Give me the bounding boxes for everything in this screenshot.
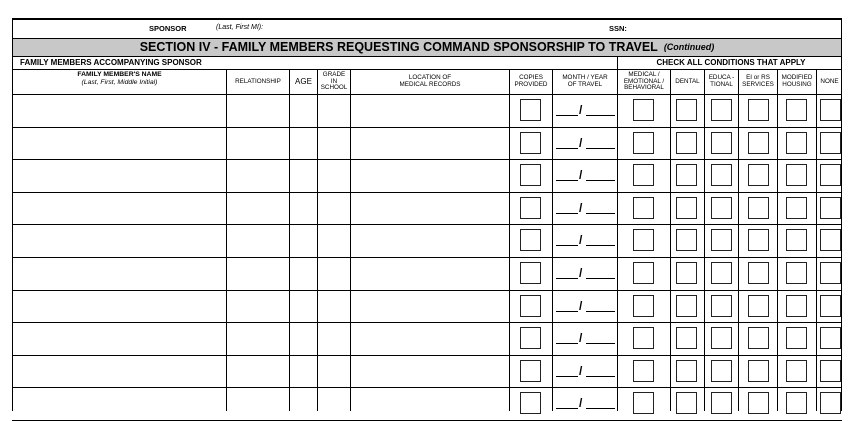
date-slash: / xyxy=(579,103,583,117)
form-top-border xyxy=(12,18,842,20)
name-field[interactable] xyxy=(13,228,225,253)
col-header-dental: DENTAL xyxy=(675,77,700,85)
grade-field[interactable] xyxy=(318,196,349,221)
age-field[interactable] xyxy=(290,131,316,156)
age-field[interactable] xyxy=(290,163,316,188)
relationship-field[interactable] xyxy=(227,131,288,156)
none-checkbox[interactable] xyxy=(820,327,841,349)
modified-housing-checkbox[interactable] xyxy=(786,132,807,154)
age-field[interactable] xyxy=(290,294,316,319)
relationship-field[interactable] xyxy=(227,326,288,351)
column-divider xyxy=(704,69,705,411)
none-checkbox[interactable] xyxy=(820,295,841,317)
col-header-month-year: MONTH / YEAR OF TRAVEL xyxy=(562,74,608,88)
column-divider xyxy=(777,69,778,411)
row-divider xyxy=(12,224,842,225)
travel-month-field[interactable] xyxy=(556,213,578,214)
travel-month-field[interactable] xyxy=(556,245,578,246)
medical-checkbox[interactable] xyxy=(633,164,654,186)
age-field[interactable] xyxy=(290,359,316,384)
copies-checkbox[interactable] xyxy=(520,197,541,219)
educational-checkbox[interactable] xyxy=(711,295,732,317)
travel-month-field[interactable] xyxy=(556,343,578,344)
col-header-educational: EDUCA - TIONAL xyxy=(708,74,735,88)
modified-housing-checkbox[interactable] xyxy=(786,164,807,186)
date-slash: / xyxy=(579,201,583,215)
conditions-divider xyxy=(617,56,618,69)
location-field[interactable] xyxy=(351,294,508,319)
location-field[interactable] xyxy=(351,261,508,286)
dental-checkbox[interactable] xyxy=(676,360,697,382)
column-divider xyxy=(670,69,671,411)
age-field[interactable] xyxy=(290,196,316,221)
relationship-field[interactable] xyxy=(227,228,288,253)
travel-year-field[interactable] xyxy=(586,343,615,344)
ei-rs-checkbox[interactable] xyxy=(748,132,769,154)
row-divider xyxy=(12,127,842,128)
col-header-medical: MEDICAL / EMOTIONAL / BEHAVIORAL xyxy=(623,71,665,92)
col-header-copies: COPIES PROVIDED xyxy=(514,74,548,88)
dental-checkbox[interactable] xyxy=(676,164,697,186)
none-checkbox[interactable] xyxy=(820,132,841,154)
section-continued: (Continued) xyxy=(663,42,715,52)
column-divider xyxy=(552,69,553,411)
row-divider xyxy=(12,322,842,323)
date-slash: / xyxy=(579,396,583,410)
travel-year-field[interactable] xyxy=(586,278,615,279)
dental-checkbox[interactable] xyxy=(676,132,697,154)
copies-checkbox[interactable] xyxy=(520,229,541,251)
modified-housing-checkbox[interactable] xyxy=(786,99,807,121)
copies-checkbox[interactable] xyxy=(520,99,541,121)
col-header-relationship: RELATIONSHIP xyxy=(235,77,281,85)
modified-housing-checkbox[interactable] xyxy=(786,295,807,317)
grade-field[interactable] xyxy=(318,359,349,384)
travel-year-field[interactable] xyxy=(586,408,615,409)
location-field[interactable] xyxy=(351,228,508,253)
medical-checkbox[interactable] xyxy=(633,132,654,154)
travel-year-field[interactable] xyxy=(586,180,615,181)
grade-field[interactable] xyxy=(318,98,349,123)
relationship-field[interactable] xyxy=(227,261,288,286)
dental-checkbox[interactable] xyxy=(676,327,697,349)
copies-checkbox[interactable] xyxy=(520,360,541,382)
ei-rs-checkbox[interactable] xyxy=(748,327,769,349)
medical-checkbox[interactable] xyxy=(633,197,654,219)
dental-checkbox[interactable] xyxy=(676,295,697,317)
travel-month-field[interactable] xyxy=(556,278,578,279)
travel-year-field[interactable] xyxy=(586,245,615,246)
col-header-location: LOCATION OF MEDICAL RECORDS xyxy=(399,74,461,88)
dental-checkbox[interactable] xyxy=(676,229,697,251)
location-field[interactable] xyxy=(351,326,508,351)
column-divider xyxy=(816,69,817,411)
age-field[interactable] xyxy=(290,261,316,286)
modified-housing-checkbox[interactable] xyxy=(786,360,807,382)
modified-housing-checkbox[interactable] xyxy=(786,197,807,219)
name-title: FAMILY MEMBER'S NAME xyxy=(77,71,162,78)
section-title xyxy=(12,39,842,55)
relationship-field[interactable] xyxy=(227,98,288,123)
educational-checkbox[interactable] xyxy=(711,197,732,219)
travel-month-field[interactable] xyxy=(556,311,578,312)
grade-field[interactable] xyxy=(318,163,349,188)
name-hint: (Last, First, Middle Initial) xyxy=(81,79,158,86)
relationship-field[interactable] xyxy=(227,391,288,416)
dental-checkbox[interactable] xyxy=(676,262,697,284)
column-divider xyxy=(738,69,739,411)
travel-month-field[interactable] xyxy=(556,376,578,377)
age-field[interactable] xyxy=(290,228,316,253)
row-divider xyxy=(12,290,842,291)
date-slash: / xyxy=(579,266,583,280)
name-field[interactable] xyxy=(13,163,225,188)
name-field[interactable] xyxy=(13,359,225,384)
travel-year-field[interactable] xyxy=(586,148,615,149)
name-field[interactable] xyxy=(13,391,225,416)
name-field[interactable] xyxy=(13,98,225,123)
accompanying-label: FAMILY MEMBERS ACCOMPANYING SPONSOR xyxy=(20,58,202,67)
date-slash: / xyxy=(579,364,583,378)
educational-checkbox[interactable] xyxy=(711,262,732,284)
grade-field[interactable] xyxy=(318,228,349,253)
row-divider xyxy=(12,355,842,356)
location-field[interactable] xyxy=(351,196,508,221)
row-divider xyxy=(12,192,842,193)
medical-checkbox[interactable] xyxy=(633,360,654,382)
name-field[interactable] xyxy=(13,294,225,319)
sponsor-name-hint: (Last, First MI): xyxy=(216,24,264,31)
travel-month-field[interactable] xyxy=(556,180,578,181)
column-divider xyxy=(617,69,618,411)
travel-month-field[interactable] xyxy=(556,408,578,409)
location-field[interactable] xyxy=(351,163,508,188)
col-header-name xyxy=(13,71,226,87)
name-field[interactable] xyxy=(13,196,225,221)
section-title-text: SECTION IV - FAMILY MEMBERS REQUESTING COMMAND SPONSORSHIP TO TRAVEL xyxy=(139,40,658,54)
travel-month-field[interactable] xyxy=(556,148,578,149)
age-field[interactable] xyxy=(290,391,316,416)
relationship-field[interactable] xyxy=(227,163,288,188)
ei-rs-checkbox[interactable] xyxy=(748,295,769,317)
date-slash: / xyxy=(579,299,583,313)
educational-checkbox[interactable] xyxy=(711,327,732,349)
educational-checkbox[interactable] xyxy=(711,164,732,186)
modified-housing-checkbox[interactable] xyxy=(786,262,807,284)
educational-checkbox[interactable] xyxy=(711,229,732,251)
copies-checkbox[interactable] xyxy=(520,295,541,317)
age-field[interactable] xyxy=(290,98,316,123)
location-field[interactable] xyxy=(351,98,508,123)
col-header-ei-rs: EI or RS SERVICES xyxy=(742,74,774,88)
sponsor-name-field[interactable] xyxy=(282,21,582,36)
dental-checkbox[interactable] xyxy=(676,99,697,121)
travel-year-field[interactable] xyxy=(586,311,615,312)
age-field[interactable] xyxy=(290,326,316,351)
date-slash: / xyxy=(579,331,583,345)
copies-checkbox[interactable] xyxy=(520,164,541,186)
travel-month-field[interactable] xyxy=(556,115,578,116)
relationship-field[interactable] xyxy=(227,359,288,384)
location-field[interactable] xyxy=(351,391,508,416)
grade-field[interactable] xyxy=(318,391,349,416)
col-header-grade: GRADE IN SCHOOL xyxy=(320,71,348,92)
dental-checkbox[interactable] xyxy=(676,197,697,219)
none-checkbox[interactable] xyxy=(820,360,841,382)
medical-checkbox[interactable] xyxy=(633,327,654,349)
relationship-field[interactable] xyxy=(227,294,288,319)
educational-checkbox[interactable] xyxy=(711,360,732,382)
modified-housing-checkbox[interactable] xyxy=(786,327,807,349)
location-field[interactable] xyxy=(351,359,508,384)
row-divider xyxy=(12,257,842,258)
location-field[interactable] xyxy=(351,131,508,156)
col-header-age: AGE xyxy=(295,76,312,86)
name-field[interactable] xyxy=(13,261,225,286)
none-checkbox[interactable] xyxy=(820,229,841,251)
col-header-none: NONE xyxy=(820,77,839,85)
check-conditions-label: CHECK ALL CONDITIONS THAT APPLY xyxy=(656,58,806,67)
travel-year-field[interactable] xyxy=(586,376,615,377)
grade-field[interactable] xyxy=(318,326,349,351)
none-checkbox[interactable] xyxy=(820,197,841,219)
educational-checkbox[interactable] xyxy=(711,99,732,121)
none-checkbox[interactable] xyxy=(820,99,841,121)
col-header-modified-housing: MODIFIED HOUSING xyxy=(781,74,813,88)
none-checkbox[interactable] xyxy=(820,262,841,284)
row-divider xyxy=(12,387,842,388)
relationship-field[interactable] xyxy=(227,196,288,221)
date-slash: / xyxy=(579,233,583,247)
ei-rs-checkbox[interactable] xyxy=(748,197,769,219)
none-checkbox[interactable] xyxy=(820,164,841,186)
ei-rs-checkbox[interactable] xyxy=(748,229,769,251)
medical-checkbox[interactable] xyxy=(633,99,654,121)
date-slash: / xyxy=(579,168,583,182)
modified-housing-checkbox[interactable] xyxy=(786,229,807,251)
ssn-label: SSN: xyxy=(609,24,627,33)
ssn-field[interactable] xyxy=(632,21,832,36)
column-divider xyxy=(509,69,510,411)
travel-year-field[interactable] xyxy=(586,115,615,116)
ei-rs-checkbox[interactable] xyxy=(748,262,769,284)
ei-rs-checkbox[interactable] xyxy=(748,99,769,121)
name-field[interactable] xyxy=(13,131,225,156)
sponsor-label: SPONSOR xyxy=(149,24,187,33)
copies-checkbox[interactable] xyxy=(520,132,541,154)
medical-checkbox[interactable] xyxy=(633,229,654,251)
medical-checkbox[interactable] xyxy=(633,262,654,284)
grade-field[interactable] xyxy=(318,131,349,156)
copies-checkbox[interactable] xyxy=(520,262,541,284)
grade-field[interactable] xyxy=(318,294,349,319)
ei-rs-checkbox[interactable] xyxy=(748,360,769,382)
medical-checkbox[interactable] xyxy=(633,295,654,317)
name-field[interactable] xyxy=(13,326,225,351)
travel-year-field[interactable] xyxy=(586,213,615,214)
ei-rs-checkbox[interactable] xyxy=(748,164,769,186)
educational-checkbox[interactable] xyxy=(711,132,732,154)
row-divider xyxy=(12,159,842,160)
date-slash: / xyxy=(579,136,583,150)
grade-field[interactable] xyxy=(318,261,349,286)
copies-checkbox[interactable] xyxy=(520,327,541,349)
